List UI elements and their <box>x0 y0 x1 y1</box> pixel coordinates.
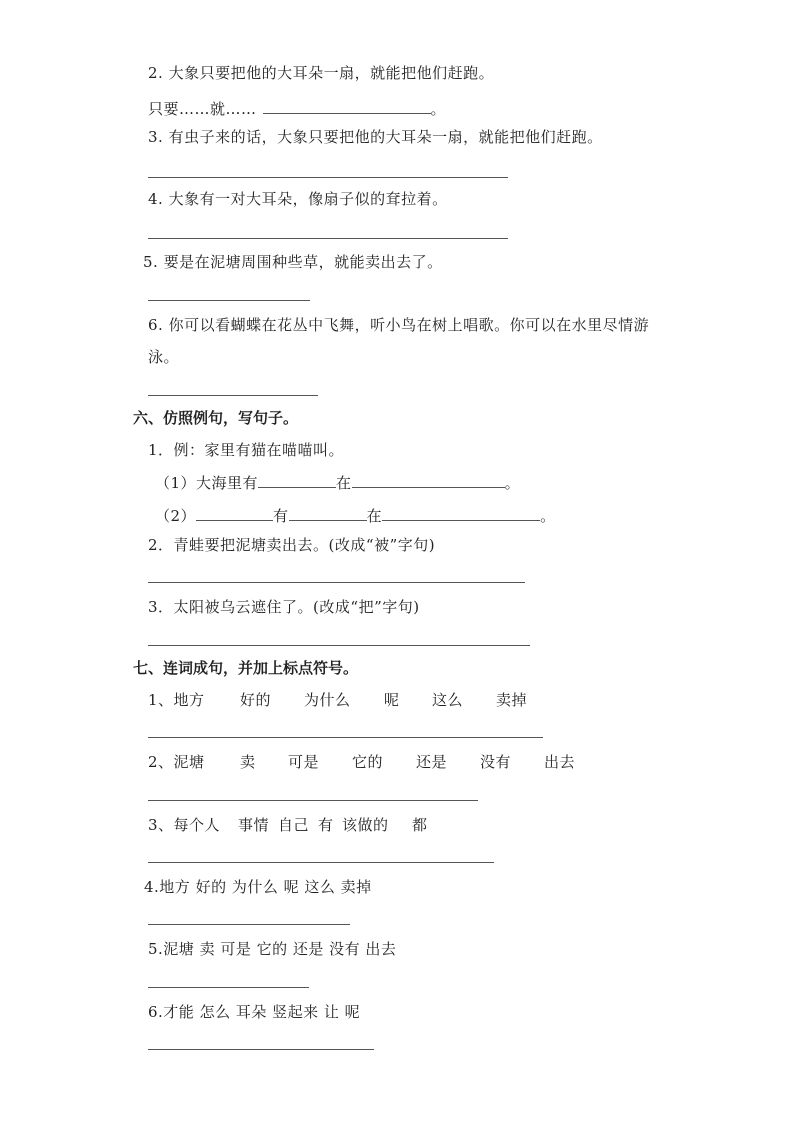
s5-q2-answer-row <box>148 98 446 119</box>
s5-q6-answer-line[interactable] <box>148 395 318 396</box>
s6-q1-b-end: 。 <box>540 507 556 525</box>
s7-q6-answer-line[interactable] <box>148 1049 374 1050</box>
s7-q4-words: 4.地方 好的 为什么 呢 这么 卖掉 <box>144 878 372 896</box>
s7-q3-word: 该做的 <box>342 816 389 834</box>
s7-q1-word: 这么 <box>432 691 464 709</box>
s7-q2-words <box>148 752 575 772</box>
s5-q3-answer-line[interactable] <box>148 177 508 178</box>
s6-q1-b-you: 有 <box>273 507 289 525</box>
s7-q2-word: 卖 <box>240 753 256 771</box>
s5-q2-end: 。 <box>430 100 447 118</box>
s7-q3-word: 3、每个人 <box>148 816 221 834</box>
s7-q2-answer-line[interactable] <box>148 800 478 801</box>
s6-q1-a-blank1[interactable] <box>258 472 336 488</box>
s5-q2-sentence: 2. 大象只要把他的大耳朵一扇，就能把他们赶跑。 <box>148 64 495 82</box>
s7-q3-word: 有 <box>318 816 334 834</box>
section-6-heading: 六、仿照例句，写句子。 <box>133 409 299 427</box>
s7-q1-word: 卖掉 <box>496 691 528 709</box>
s6-q1-b-label: （2） <box>155 507 197 525</box>
s6-q1-b-blank1[interactable] <box>196 505 273 521</box>
s7-q1-words <box>148 690 527 710</box>
s6-q1-b-row <box>155 505 556 526</box>
s7-q2-word: 2、泥塘 <box>148 753 205 771</box>
section-7-heading: 七、连词成句，并加上标点符号。 <box>133 659 359 677</box>
s6-q2-answer-line[interactable] <box>148 582 525 583</box>
s6-q1-b-zai: 在 <box>366 507 383 525</box>
s5-q5-sentence: 5. 要是在泥塘周围种些草，就能卖出去了。 <box>143 253 443 271</box>
s6-q1-example: 1．例：家里有猫在喵喵叫。 <box>148 441 345 459</box>
s5-q6-line2: 泳。 <box>148 348 180 366</box>
s7-q1-word: 好的 <box>240 691 272 709</box>
s5-q2-pattern: 只要……就…… <box>148 100 257 118</box>
s7-q2-word: 还是 <box>416 753 448 771</box>
s7-q3-answer-line[interactable] <box>148 862 494 863</box>
s6-q1-a-blank2[interactable] <box>352 472 505 488</box>
s7-q3-word: 事情 <box>238 816 270 834</box>
s7-q2-word: 它的 <box>352 753 384 771</box>
s6-q1-a-end: 。 <box>504 474 521 492</box>
s6-q1-b-blank3[interactable] <box>382 505 540 521</box>
s5-q3-sentence: 3. 有虫子来的话，大象只要把他的大耳朵一扇，就能把他们赶跑。 <box>148 128 603 146</box>
s6-q1-a-row <box>155 472 520 493</box>
s5-q4-sentence: 4. 大象有一对大耳朵，像扇子似的耷拉着。 <box>148 190 448 208</box>
s6-q1-b-blank2[interactable] <box>289 505 367 521</box>
s7-q2-word: 可是 <box>288 753 320 771</box>
s7-q1-word: 1、地方 <box>148 691 205 709</box>
s7-q1-word: 呢 <box>384 691 400 709</box>
s7-q6-words: 6.才能 怎么 耳朵 竖起来 让 呢 <box>148 1003 361 1021</box>
s6-q2-prompt: 2．青蛙要把泥塘卖出去。(改成“被”字句) <box>148 536 436 554</box>
s7-q1-word: 为什么 <box>304 691 351 709</box>
s5-q4-answer-line[interactable] <box>148 238 508 239</box>
s6-q1-a-label: （1）大海里有 <box>155 474 259 492</box>
s7-q3-word: 都 <box>412 816 428 834</box>
s7-q5-answer-line[interactable] <box>148 987 309 988</box>
s7-q2-word: 出去 <box>544 753 576 771</box>
s5-q5-answer-line[interactable] <box>148 300 310 301</box>
s7-q2-word: 没有 <box>480 753 512 771</box>
s7-q1-answer-line[interactable] <box>148 737 543 738</box>
s5-q6-line1: 6. 你可以看蝴蝶在花丛中飞舞，听小鸟在树上唱歌。你可以在水里尽情游 <box>148 316 650 334</box>
s7-q4-answer-line[interactable] <box>148 924 350 925</box>
s7-q5-words: 5.泥塘 卖 可是 它的 还是 没有 出去 <box>148 940 397 958</box>
s6-q1-a-zai: 在 <box>336 474 352 492</box>
s6-q3-answer-line[interactable] <box>148 645 530 646</box>
s7-q3-word: 自己 <box>278 816 310 834</box>
s6-q3-prompt: 3．太阳被乌云遮住了。(改成“把”字句) <box>148 598 420 616</box>
s5-q2-answer-blank[interactable] <box>263 98 431 114</box>
s7-q3-words <box>148 815 428 835</box>
